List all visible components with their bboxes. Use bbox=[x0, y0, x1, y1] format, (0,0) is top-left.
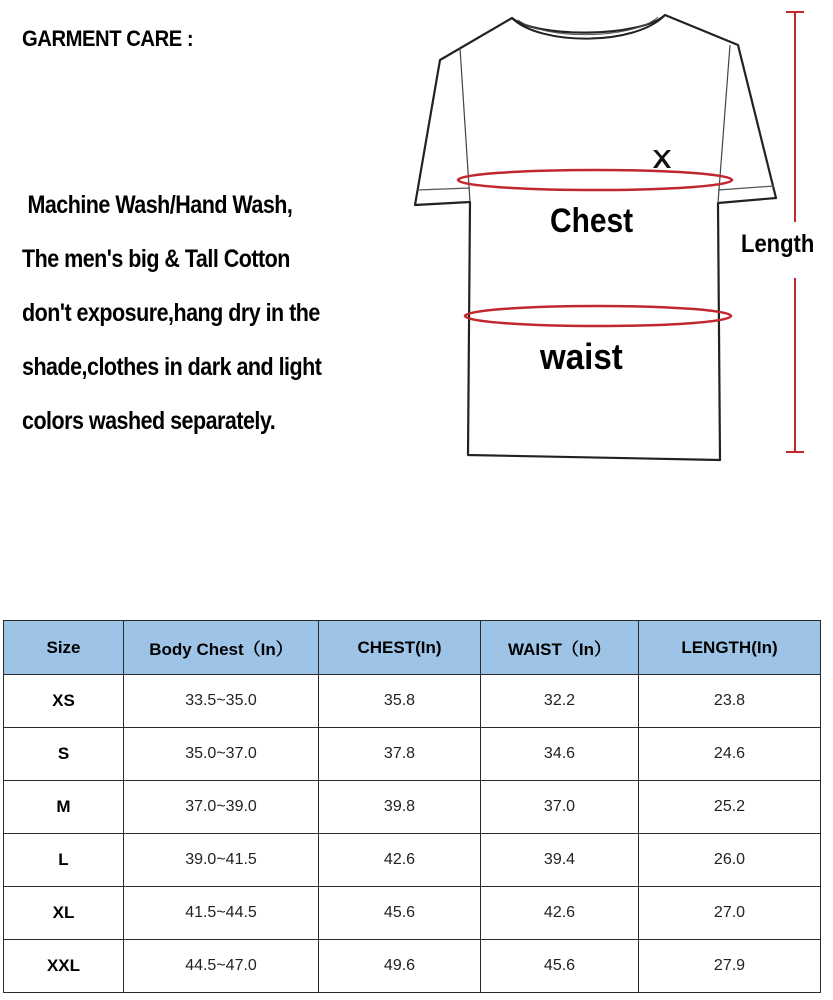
table-row bbox=[4, 728, 821, 781]
garment-care-heading: GARMENT CARE : bbox=[22, 26, 194, 51]
length-cell: 27.0 bbox=[639, 887, 821, 940]
chest-label: Chest bbox=[550, 202, 634, 240]
waist-cell: 42.6 bbox=[481, 887, 639, 940]
care-line: don't exposure,hang dry in the bbox=[22, 299, 320, 327]
chest-cell: 37.8 bbox=[319, 728, 481, 781]
size-cell: S bbox=[4, 728, 124, 781]
waist-cell: 39.4 bbox=[481, 834, 639, 887]
tshirt-measurement-diagram bbox=[400, 0, 833, 470]
size-cell: XXL bbox=[4, 940, 124, 993]
chest-cell: 45.6 bbox=[319, 887, 481, 940]
length-cell: 23.8 bbox=[639, 675, 821, 728]
body-chest-cell: 41.5~44.5 bbox=[124, 887, 319, 940]
care-line: shade,clothes in dark and light bbox=[22, 353, 322, 381]
chest-cell: 42.6 bbox=[319, 834, 481, 887]
length-cell: 25.2 bbox=[639, 781, 821, 834]
garment-care-instructions bbox=[22, 178, 422, 448]
length-cell: 26.0 bbox=[639, 834, 821, 887]
waist-cell: 45.6 bbox=[481, 940, 639, 993]
table-row bbox=[4, 834, 821, 887]
size-cell: M bbox=[4, 781, 124, 834]
body-chest-cell: 44.5~47.0 bbox=[124, 940, 319, 993]
chest-cell: 49.6 bbox=[319, 940, 481, 993]
waist-cell: 37.0 bbox=[481, 781, 639, 834]
body-chest-cell: 35.0~37.0 bbox=[124, 728, 319, 781]
size-cell: L bbox=[4, 834, 124, 887]
waist-cell: 32.2 bbox=[481, 675, 639, 728]
brand-logo-icon bbox=[650, 148, 674, 170]
table-row bbox=[4, 781, 821, 834]
table-row bbox=[4, 940, 821, 993]
size-cell: XS bbox=[4, 675, 124, 728]
length-cell: 24.6 bbox=[639, 728, 821, 781]
table-row bbox=[4, 675, 821, 728]
length-cell: 27.9 bbox=[639, 940, 821, 993]
header-chest: CHEST(In) bbox=[319, 621, 481, 675]
chest-cell: 35.8 bbox=[319, 675, 481, 728]
header-size: Size bbox=[4, 621, 124, 675]
waist-label: waist bbox=[540, 336, 623, 377]
body-chest-cell: 33.5~35.0 bbox=[124, 675, 319, 728]
waist-cell: 34.6 bbox=[481, 728, 639, 781]
care-line: Machine Wash/Hand Wash, bbox=[22, 191, 293, 219]
length-label: Length bbox=[741, 230, 815, 258]
header-waist: WAIST（In） bbox=[481, 621, 639, 675]
table-row bbox=[4, 887, 821, 940]
chest-cell: 39.8 bbox=[319, 781, 481, 834]
header-length: LENGTH(In) bbox=[639, 621, 821, 675]
care-line: colors washed separately. bbox=[22, 407, 276, 435]
size-cell: XL bbox=[4, 887, 124, 940]
care-line: The men's big & Tall Cotton bbox=[22, 245, 290, 273]
header-body-chest: Body Chest（In） bbox=[124, 621, 319, 675]
table-header-row bbox=[4, 621, 821, 675]
body-chest-cell: 37.0~39.0 bbox=[124, 781, 319, 834]
body-chest-cell: 39.0~41.5 bbox=[124, 834, 319, 887]
size-chart-table bbox=[3, 620, 821, 993]
